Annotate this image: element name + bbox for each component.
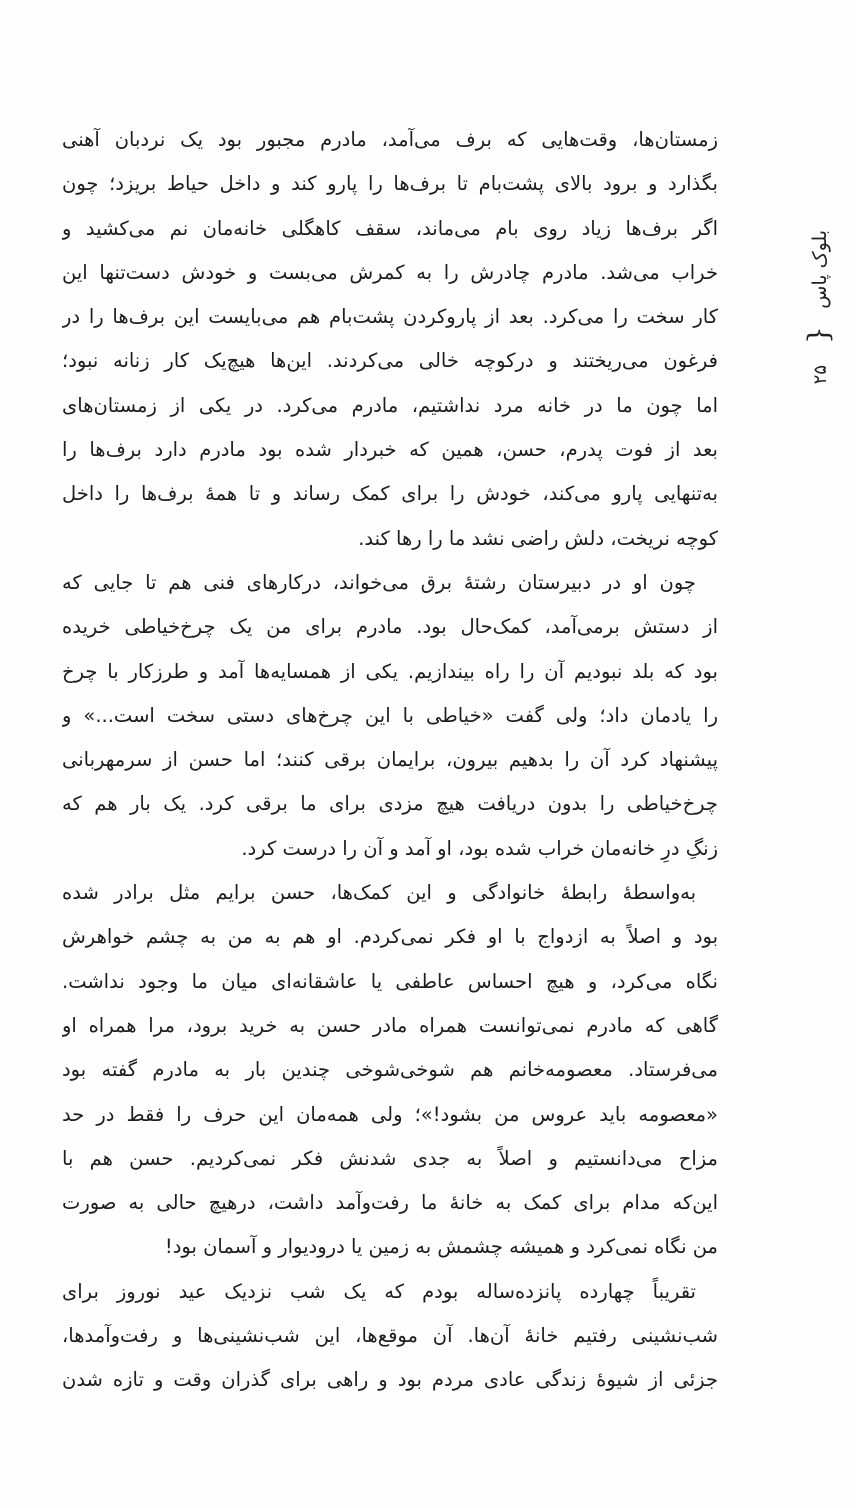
brace-ornament: { — [803, 325, 837, 344]
text-line: بود و اصلاً به ازدواج با او فکر نمی‌کردم. او هم به من به چشم خواهرش — [62, 925, 718, 949]
text-line: اگر برف‌ها زیاد روی بام می‌ماند، سقف کاهگلی خانه‌مان نم می‌کشید و — [62, 216, 718, 240]
text-line: چون او در دبیرستان رشتهٔ برق می‌خواند، درکارهای فنی هم تا جایی که — [62, 570, 696, 594]
text-line: به‌تنهایی پارو می‌کند، خودش را برای کمک رساند و تا همهٔ برف‌ها را داخل — [62, 482, 718, 506]
running-title: بلوک پاس — [809, 230, 831, 309]
text-line: نگاه می‌کرد، و هیچ احساس عاطفی یا عاشقانه‌ای میان ما وجود نداشت. — [62, 969, 718, 993]
text-line: از دستش برمی‌آمد، کمک‌حال بود. مادرم برای من یک چرخ‌خیاطی خریده — [62, 615, 718, 639]
text-line: تقریباً چهارده پانزده‌ساله بودم که یک شب نزدیک عید نوروز برای — [62, 1279, 696, 1303]
text-line: شب‌نشینی رفتیم خانهٔ آن‌ها. آن موقع‌ها، این شب‌نشینی‌ها و رفت‌وآمدها، — [62, 1324, 718, 1348]
text-line: کار سخت را می‌کرد. بعد از پاروکردن پشت‌بام هم می‌بایست این برف‌ها را در — [62, 305, 718, 329]
text-line: «معصومه باید عروس من بشود!»؛ ولی همه‌مان این حرف را فقط در حد — [62, 1102, 718, 1126]
text-line: این‌که مدام برای کمک به خانهٔ ما رفت‌وآمد داشت، درهیچ حالی به صورت — [62, 1191, 718, 1215]
text-line: زمستان‌ها، وقت‌هایی که برف می‌آمد، مادرم مجبور بود یک نردبان آهنی — [62, 128, 718, 151]
text-line: من نگاه نمی‌کرد و همیشه چشمش به زمین یا درودیوار و آسمان بود! — [164, 1235, 718, 1259]
text-line: می‌فرستاد. معصومه‌خانم هم شوخی‌شوخی چندین بار به مادرم گفته بود — [62, 1058, 718, 1082]
page-number: ۲۵ — [809, 364, 831, 385]
text-line: بود که بلد نبودیم آن را راه بیندازیم. یکی از همسایه‌ها آمد و طرزکار با چرخ — [62, 659, 718, 683]
text-line: را یادمان داد؛ ولی گفت «خیاطی با این چرخ‌های دستی سخت است...» و — [62, 703, 718, 727]
running-head — [800, 230, 840, 450]
text-line: به‌واسطهٔ رابطهٔ خانوادگی و این کمک‌ها، حسن برایم مثل برادر شده — [62, 881, 696, 905]
text-line: گاهی که مادرم نمی‌توانست همراه مادر حسن به خرید برود، مرا همراه او — [62, 1013, 718, 1037]
text-line: بگذارد و برود بالای پشت‌بام تا برف‌ها را پارو کند و داخل حیاط بریزد؛ چون — [62, 172, 718, 196]
text-line: فرغون می‌ریختند و درکوچه خالی می‌کردند. این‌ها هیچ‌یک کار زنانه نبود؛ — [62, 349, 718, 373]
body-text — [62, 118, 718, 1403]
text-line: خراب می‌شد. مادرم چادرش را به کمرش می‌بست و خودش دست‌تنها این — [62, 260, 718, 284]
text-line: مزاح می‌دانستیم و اصلاً به جدی شدنش فکر نمی‌کردیم. حسن هم با — [62, 1146, 718, 1170]
text-line: چرخ‌خیاطی را بدون دریافت هیچ مزدی برای ما برقی کرد. یک بار هم که — [62, 792, 718, 816]
text-line: بعد از فوت پدرم، حسن، همین که خبردار شده بود مادرم دارد برف‌ها را — [62, 438, 718, 462]
text-line: زنگِ درِ خانه‌مان خراب شده بود، او آمد و آن را درست کرد. — [241, 836, 718, 860]
text-line: کوچه نریخت، دلش راضی نشد ما را رها کند. — [358, 526, 718, 550]
text-line: اما چون ما در خانه مرد نداشتیم، مادرم می‌کرد. در یکی از زمستان‌های — [62, 393, 718, 417]
text-line: جزئی از شیوهٔ زندگی عادی مردم بود و راهی برای گذران وقت و تازه شدن — [62, 1368, 718, 1392]
text-line: پیشنهاد کرد آن را بدهیم بیرون، برایمان برقی کنند؛ اما حسن از سرمهربانی — [62, 748, 718, 772]
